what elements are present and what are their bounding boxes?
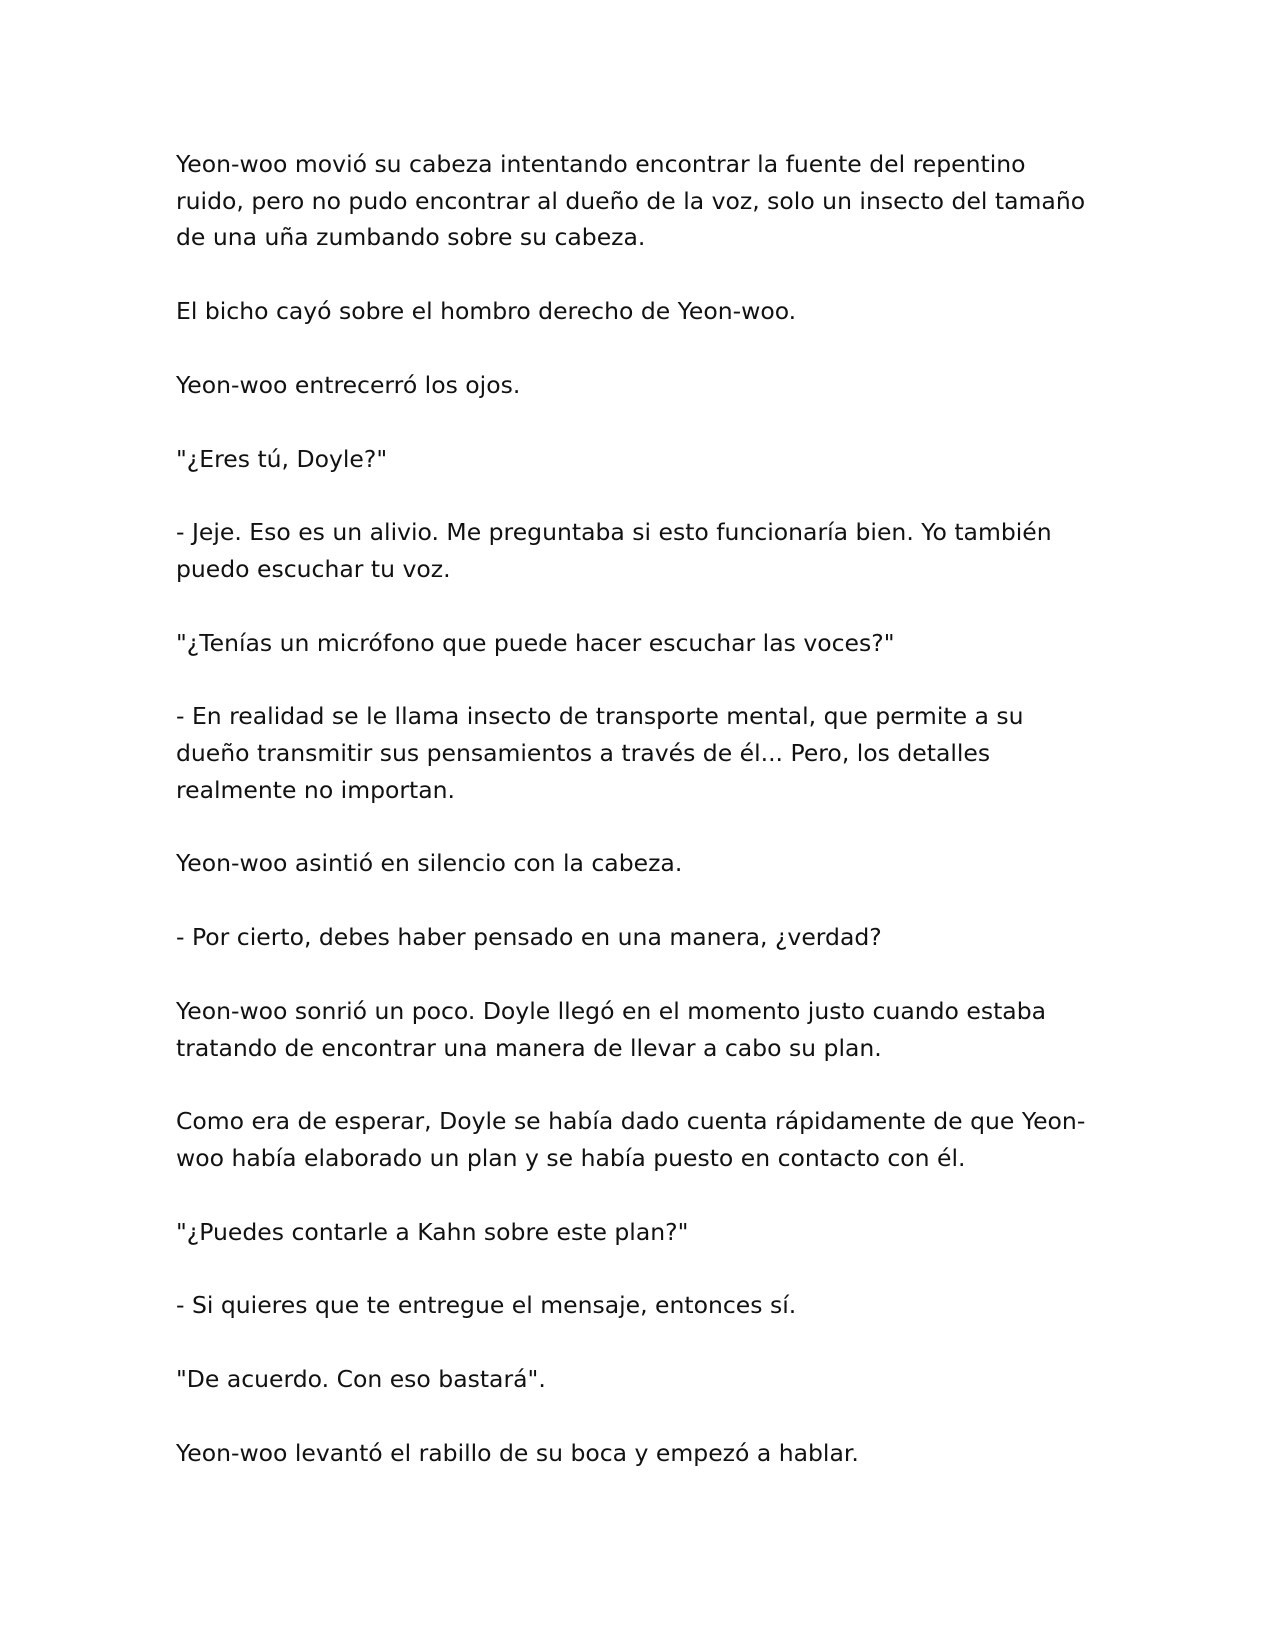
paragraph: Yeon-woo movió su cabeza intentando encontrar la fuente del repentino ruido, pero no pudo encontrar al dueño de la voz, solo un insecto del tamaño de una uña zumbando sobre su cabeza. bbox=[176, 150, 1086, 252]
paragraph: Yeon-woo entrecerró los ojos. bbox=[176, 370, 521, 399]
paragraph: - Si quieres que te entregue el mensaje, entonces sí. bbox=[176, 1291, 797, 1320]
paragraph: "¿Puedes contarle a Kahn sobre este plan?" bbox=[176, 1217, 689, 1246]
paragraph: "¿Eres tú, Doyle?" bbox=[176, 444, 388, 473]
paragraph: Yeon-woo levantó el rabillo de su boca y empezó a hablar. bbox=[176, 1438, 859, 1467]
paragraph: - Por cierto, debes haber pensado en una manera, ¿verdad? bbox=[176, 923, 882, 952]
paragraph: Yeon-woo sonrió un poco. Doyle llegó en el momento justo cuando estaba tratando de encontrar una manera de llevar a cabo su plan. bbox=[176, 996, 1047, 1062]
paragraph: - Jeje. Eso es un alivio. Me preguntaba si esto funcionaría bien. Yo también puedo escuchar tu voz. bbox=[176, 518, 1052, 583]
paragraph: Yeon-woo asintió en silencio con la cabeza. bbox=[176, 849, 683, 878]
paragraph: - En realidad se le llama insecto de transporte mental, que permite a su dueño transmitir sus pensamientos a través de él... Pero, los detalles realmente no importan. bbox=[176, 702, 1024, 804]
paragraph: "De acuerdo. Con eso bastará". bbox=[176, 1365, 546, 1394]
document-body bbox=[176, 146, 1096, 1508]
paragraph: "¿Tenías un micrófono que puede hacer escuchar las voces?" bbox=[176, 628, 895, 657]
paragraph: El bicho cayó sobre el hombro derecho de Yeon-woo. bbox=[176, 297, 797, 326]
paragraph: Como era de esperar, Doyle se había dado cuenta rápidamente de que Yeon-woo había elaborado un plan y se había puesto en contacto con él. bbox=[176, 1107, 1086, 1172]
